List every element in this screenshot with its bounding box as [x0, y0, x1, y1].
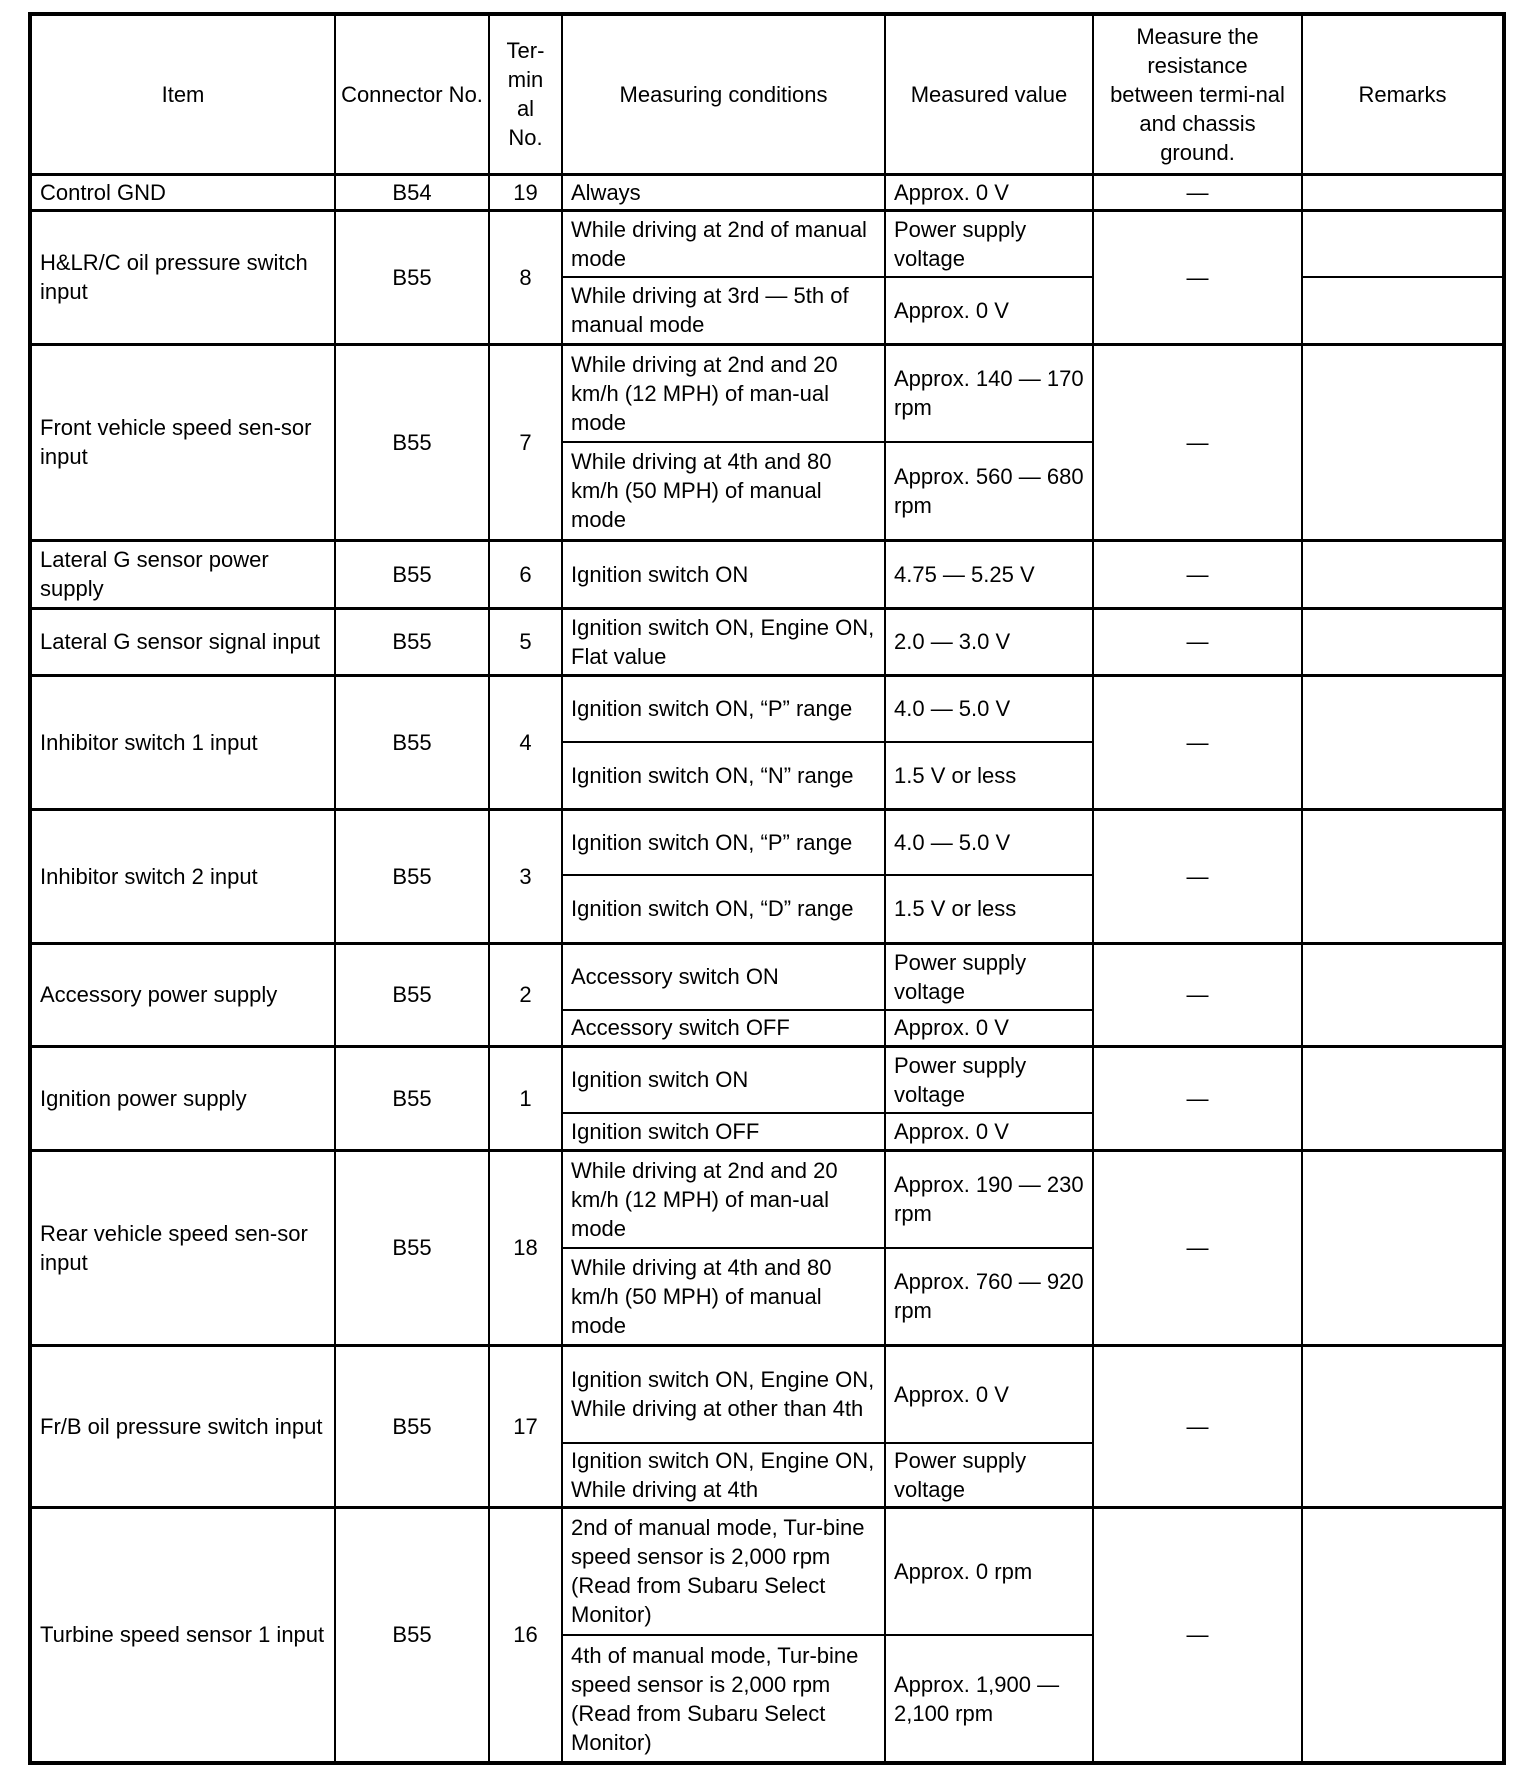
item-cell: Lateral G sensor signal input [30, 608, 335, 675]
condition-cell: Accessory switch ON [562, 943, 885, 1010]
terminal-cell: 5 [489, 608, 562, 675]
connector-cell: B55 [335, 540, 489, 608]
terminal-cell: 1 [489, 1046, 562, 1150]
terminal-cell: 16 [489, 1507, 562, 1763]
connector-cell: B55 [335, 210, 489, 344]
terminal-cell: 8 [489, 210, 562, 344]
item-cell: Front vehicle speed sen-sor input [30, 344, 335, 540]
terminal-cell: 6 [489, 540, 562, 608]
header-resistance: Measure the resistance between termi-nal and chassis ground. [1093, 14, 1302, 174]
resistance-cell: — [1093, 1150, 1302, 1345]
measured-value-cell: Approx. 0 V [885, 1113, 1093, 1150]
measured-value-cell: 1.5 V or less [885, 742, 1093, 809]
item-cell: Inhibitor switch 1 input [30, 675, 335, 809]
resistance-cell: — [1093, 943, 1302, 1046]
measured-value-cell: Approx. 0 rpm [885, 1507, 1093, 1635]
remarks-cell [1302, 1046, 1504, 1150]
connector-cell: B55 [335, 1046, 489, 1150]
item-cell: Control GND [30, 174, 335, 210]
condition-cell: While driving at 3rd — 5th of manual mode [562, 277, 885, 344]
condition-cell: 4th of manual mode, Tur-bine speed sensor is 2,000 rpm (Read from Subaru Select Monitor) [562, 1635, 885, 1763]
connector-cell: B55 [335, 344, 489, 540]
table-row [30, 344, 1504, 442]
resistance-cell: — [1093, 344, 1302, 540]
measured-value-cell: Approx. 0 V [885, 174, 1093, 210]
resistance-cell: — [1093, 675, 1302, 809]
resistance-cell: — [1093, 210, 1302, 344]
condition-cell: Accessory switch OFF [562, 1010, 885, 1046]
header-conditions: Measuring conditions [562, 14, 885, 174]
terminal-cell: 17 [489, 1345, 562, 1507]
resistance-cell: — [1093, 1507, 1302, 1763]
table-row [30, 1046, 1504, 1113]
terminal-cell: 19 [489, 174, 562, 210]
measured-value-cell: Approx. 190 — 230 rpm [885, 1150, 1093, 1248]
remarks-cell [1302, 809, 1504, 943]
table-row [30, 675, 1504, 742]
remarks-cell [1302, 1507, 1504, 1763]
item-cell: Rear vehicle speed sen-sor input [30, 1150, 335, 1345]
connector-cell: B55 [335, 608, 489, 675]
condition-cell: Ignition switch OFF [562, 1113, 885, 1150]
item-cell: Accessory power supply [30, 943, 335, 1046]
header-connector: Connector No. [335, 14, 489, 174]
connector-cell: B55 [335, 1507, 489, 1763]
remarks-cell [1302, 943, 1504, 1046]
table-row [30, 809, 1504, 875]
item-cell: Fr/B oil pressure switch input [30, 1345, 335, 1507]
resistance-cell: — [1093, 174, 1302, 210]
remarks-cell [1302, 277, 1504, 344]
header-measured-value: Measured value [885, 14, 1093, 174]
measured-value-cell: Power supply voltage [885, 943, 1093, 1010]
terminal-cell: 7 [489, 344, 562, 540]
resistance-cell: — [1093, 1046, 1302, 1150]
condition-cell: Ignition switch ON [562, 1046, 885, 1113]
condition-cell: 2nd of manual mode, Tur-bine speed sensor is 2,000 rpm (Read from Subaru Select Monitor) [562, 1507, 885, 1635]
table-row [30, 174, 1504, 210]
condition-cell: Ignition switch ON, Engine ON, While driving at other than 4th [562, 1345, 885, 1443]
remarks-cell [1302, 608, 1504, 675]
remarks-cell [1302, 210, 1504, 277]
condition-cell: Ignition switch ON, Engine ON, Flat value [562, 608, 885, 675]
measured-value-cell: 4.0 — 5.0 V [885, 809, 1093, 875]
measured-value-cell: Approx. 560 — 680 rpm [885, 442, 1093, 540]
table-row [30, 540, 1504, 608]
measured-value-cell: Approx. 140 — 170 rpm [885, 344, 1093, 442]
table-row [30, 943, 1504, 1010]
terminal-cell: 2 [489, 943, 562, 1046]
condition-cell: Ignition switch ON, “D” range [562, 875, 885, 943]
remarks-cell [1302, 675, 1504, 809]
item-cell: Turbine speed sensor 1 input [30, 1507, 335, 1763]
table-row [30, 1507, 1504, 1635]
header-item: Item [30, 14, 335, 174]
condition-cell: Ignition switch ON, “N” range [562, 742, 885, 809]
measured-value-cell: Approx. 0 V [885, 1345, 1093, 1443]
remarks-cell [1302, 1345, 1504, 1507]
resistance-cell: — [1093, 608, 1302, 675]
measured-value-cell: 4.0 — 5.0 V [885, 675, 1093, 742]
resistance-cell: — [1093, 540, 1302, 608]
measured-value-cell: Power supply voltage [885, 1046, 1093, 1113]
condition-cell: Ignition switch ON [562, 540, 885, 608]
table-row [30, 1150, 1504, 1248]
condition-cell: While driving at 2nd and 20 km/h (12 MPH) of man-ual mode [562, 344, 885, 442]
remarks-cell [1302, 540, 1504, 608]
measured-value-cell: Approx. 760 — 920 rpm [885, 1248, 1093, 1345]
resistance-cell: — [1093, 1345, 1302, 1507]
measured-value-cell: Approx. 1,900 — 2,100 rpm [885, 1635, 1093, 1763]
connector-cell: B55 [335, 1345, 489, 1507]
terminal-cell: 18 [489, 1150, 562, 1345]
table-row [30, 608, 1504, 675]
measured-value-cell: 4.75 — 5.25 V [885, 540, 1093, 608]
terminal-cell: 3 [489, 809, 562, 943]
remarks-cell [1302, 1150, 1504, 1345]
condition-cell: Ignition switch ON, “P” range [562, 809, 885, 875]
condition-cell: Ignition switch ON, “P” range [562, 675, 885, 742]
remarks-cell [1302, 344, 1504, 540]
remarks-cell [1302, 174, 1504, 210]
measured-value-cell: Power supply voltage [885, 1443, 1093, 1507]
measured-value-cell: Approx. 0 V [885, 277, 1093, 344]
item-cell: Lateral G sensor power supply [30, 540, 335, 608]
measured-value-cell: 2.0 — 3.0 V [885, 608, 1093, 675]
header-remarks: Remarks [1302, 14, 1504, 174]
header-terminal: Ter-min al No. [489, 14, 562, 174]
connector-cell: B55 [335, 809, 489, 943]
condition-cell: While driving at 2nd and 20 km/h (12 MPH) of man-ual mode [562, 1150, 885, 1248]
connector-cell: B55 [335, 675, 489, 809]
condition-cell: While driving at 2nd of manual mode [562, 210, 885, 277]
measured-value-cell: Approx. 0 V [885, 1010, 1093, 1046]
condition-cell: While driving at 4th and 80 km/h (50 MPH) of manual mode [562, 1248, 885, 1345]
connector-cell: B55 [335, 1150, 489, 1345]
measured-value-cell: Power supply voltage [885, 210, 1093, 277]
condition-cell: Ignition switch ON, Engine ON, While driving at 4th [562, 1443, 885, 1507]
terminal-cell: 4 [489, 675, 562, 809]
item-cell: H&LR/C oil pressure switch input [30, 210, 335, 344]
resistance-cell: — [1093, 809, 1302, 943]
measured-value-cell: 1.5 V or less [885, 875, 1093, 943]
table-row [30, 210, 1504, 277]
terminal-measurement-table [28, 12, 1506, 1765]
connector-cell: B55 [335, 943, 489, 1046]
condition-cell: While driving at 4th and 80 km/h (50 MPH) of manual mode [562, 442, 885, 540]
item-cell: Inhibitor switch 2 input [30, 809, 335, 943]
condition-cell: Always [562, 174, 885, 210]
connector-cell: B54 [335, 174, 489, 210]
item-cell: Ignition power supply [30, 1046, 335, 1150]
table-row [30, 1345, 1504, 1443]
